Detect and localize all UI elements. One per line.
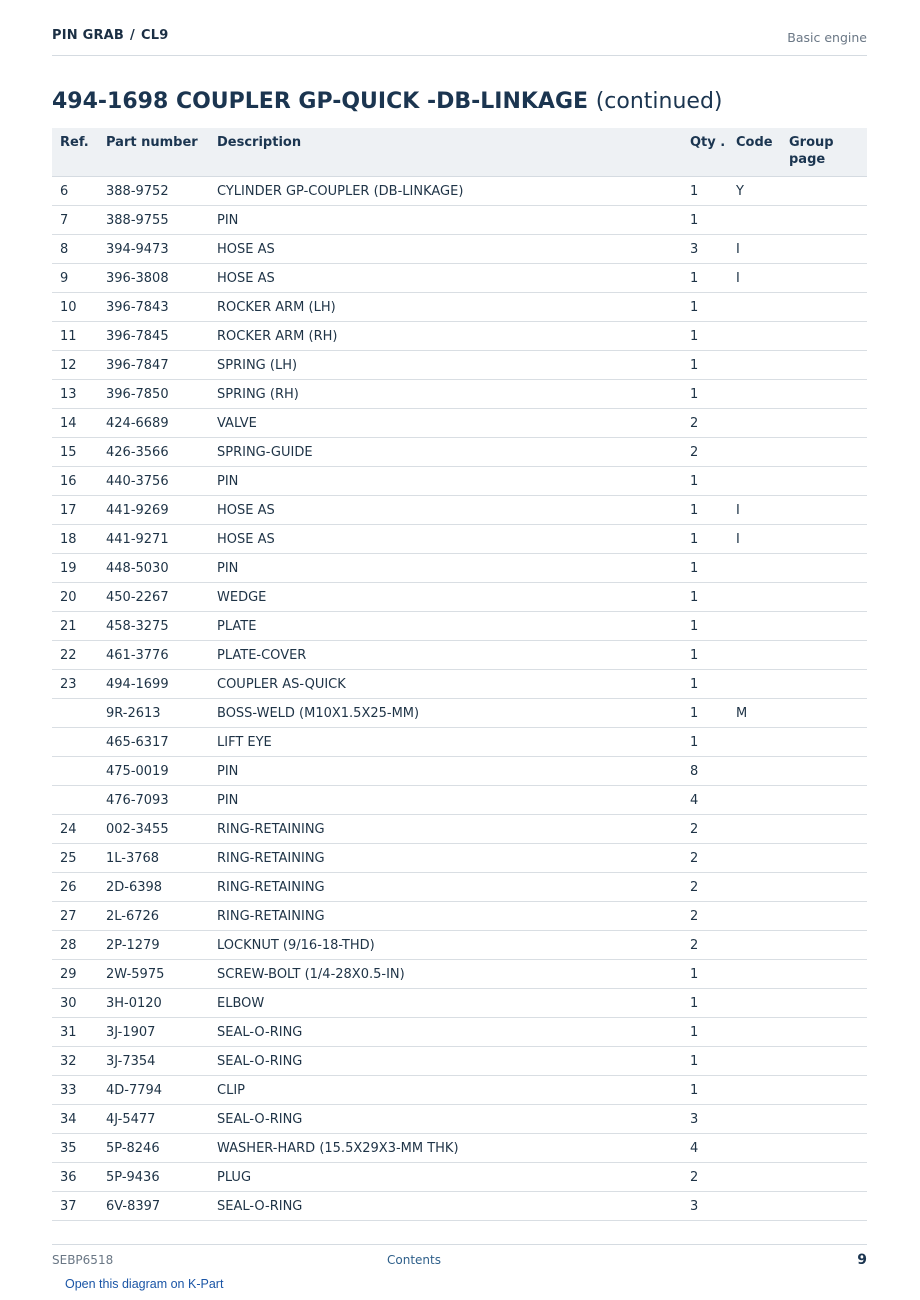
cell-ref: 36 <box>52 1163 98 1192</box>
table-row <box>52 1105 867 1134</box>
table-row <box>52 322 867 351</box>
cell-ref: 7 <box>52 206 98 235</box>
parts-table <box>52 128 867 1221</box>
cell-code: I <box>728 235 781 264</box>
cell-part-number: 394-9473 <box>98 235 209 264</box>
cell-code <box>728 1076 781 1105</box>
cell-code <box>728 641 781 670</box>
cell-ref: 6 <box>52 177 98 206</box>
table-row <box>52 177 867 206</box>
cell-qty: 1 <box>682 960 728 989</box>
table-row <box>52 699 867 728</box>
table-row <box>52 380 867 409</box>
cell-group-page <box>781 786 867 815</box>
cell-description: RING-RETAINING <box>209 844 682 873</box>
cell-qty: 8 <box>682 757 728 786</box>
cell-description: WASHER-HARD (15.5X29X3-MM THK) <box>209 1134 682 1163</box>
col-ref: Ref. <box>52 128 98 177</box>
table-row <box>52 931 867 960</box>
cell-code <box>728 873 781 902</box>
cell-ref: 13 <box>52 380 98 409</box>
cell-description: LOCKNUT (9/16-18-THD) <box>209 931 682 960</box>
cell-group-page <box>781 612 867 641</box>
table-row <box>52 612 867 641</box>
cell-ref: 32 <box>52 1047 98 1076</box>
cell-description: PIN <box>209 554 682 583</box>
cell-group-page <box>781 438 867 467</box>
kpart-diagram-link[interactable]: Open this diagram on K-Part <box>65 1277 224 1291</box>
cell-code <box>728 989 781 1018</box>
cell-description: WEDGE <box>209 583 682 612</box>
cell-part-number: 475-0019 <box>98 757 209 786</box>
cell-qty: 1 <box>682 177 728 206</box>
cell-qty: 1 <box>682 467 728 496</box>
cell-group-page <box>781 699 867 728</box>
cell-part-number: 458-3275 <box>98 612 209 641</box>
cell-part-number: 396-3808 <box>98 264 209 293</box>
cell-ref: 12 <box>52 351 98 380</box>
table-row <box>52 1076 867 1105</box>
cell-group-page <box>781 235 867 264</box>
cell-part-number: 448-5030 <box>98 554 209 583</box>
cell-code <box>728 844 781 873</box>
table-row <box>52 1192 867 1221</box>
cell-code <box>728 409 781 438</box>
cell-description: RING-RETAINING <box>209 815 682 844</box>
cell-qty: 1 <box>682 525 728 554</box>
cell-description: CYLINDER GP-COUPLER (DB-LINKAGE) <box>209 177 682 206</box>
col-description: Description <box>209 128 682 177</box>
cell-part-number: 3J-7354 <box>98 1047 209 1076</box>
cell-group-page <box>781 1076 867 1105</box>
cell-group-page <box>781 1018 867 1047</box>
table-header-row <box>52 128 867 177</box>
cell-code: Y <box>728 177 781 206</box>
cell-qty: 1 <box>682 496 728 525</box>
cell-group-page <box>781 1163 867 1192</box>
cell-part-number: 5P-9436 <box>98 1163 209 1192</box>
cell-group-page <box>781 554 867 583</box>
cell-qty: 1 <box>682 1076 728 1105</box>
cell-description: PIN <box>209 467 682 496</box>
cell-qty: 4 <box>682 786 728 815</box>
cell-part-number: 465-6317 <box>98 728 209 757</box>
section-label: Basic engine <box>787 30 867 45</box>
cell-ref: 27 <box>52 902 98 931</box>
cell-part-number: 9R-2613 <box>98 699 209 728</box>
table-row <box>52 844 867 873</box>
cell-part-number: 441-9269 <box>98 496 209 525</box>
table-row <box>52 583 867 612</box>
cell-qty: 3 <box>682 1192 728 1221</box>
cell-ref: 35 <box>52 1134 98 1163</box>
cell-qty: 2 <box>682 438 728 467</box>
cell-code <box>728 815 781 844</box>
cell-ref: 22 <box>52 641 98 670</box>
cell-ref: 14 <box>52 409 98 438</box>
cell-group-page <box>781 583 867 612</box>
cell-qty: 1 <box>682 699 728 728</box>
cell-ref: 24 <box>52 815 98 844</box>
breadcrumb-product: PIN GRAB <box>52 28 125 43</box>
cell-description: SEAL-O-RING <box>209 1192 682 1221</box>
cell-group-page <box>781 1134 867 1163</box>
col-qty: Qty . <box>682 128 728 177</box>
cell-qty: 1 <box>682 989 728 1018</box>
table-row <box>52 1047 867 1076</box>
cell-qty: 3 <box>682 1105 728 1134</box>
contents-link[interactable]: Contents <box>387 1253 441 1267</box>
cell-description: ELBOW <box>209 989 682 1018</box>
cell-code <box>728 1018 781 1047</box>
cell-part-number: 4D-7794 <box>98 1076 209 1105</box>
table-row <box>52 206 867 235</box>
cell-ref: 28 <box>52 931 98 960</box>
title-suffix: (continued) <box>595 89 723 114</box>
cell-description: HOSE AS <box>209 525 682 554</box>
cell-group-page <box>781 380 867 409</box>
cell-qty: 2 <box>682 873 728 902</box>
cell-part-number: 3H-0120 <box>98 989 209 1018</box>
table-body <box>52 177 867 1221</box>
cell-group-page <box>781 844 867 873</box>
cell-group-page <box>781 728 867 757</box>
page-title <box>52 89 723 114</box>
table-row <box>52 1018 867 1047</box>
cell-code <box>728 1047 781 1076</box>
cell-code <box>728 293 781 322</box>
cell-group-page <box>781 1105 867 1134</box>
cell-part-number: 450-2267 <box>98 583 209 612</box>
cell-qty: 1 <box>682 293 728 322</box>
cell-ref: 17 <box>52 496 98 525</box>
table-row <box>52 409 867 438</box>
cell-group-page <box>781 525 867 554</box>
cell-group-page <box>781 293 867 322</box>
cell-description: PLATE <box>209 612 682 641</box>
cell-part-number: 396-7847 <box>98 351 209 380</box>
cell-part-number: 5P-8246 <box>98 1134 209 1163</box>
cell-code <box>728 322 781 351</box>
cell-group-page <box>781 467 867 496</box>
cell-code <box>728 438 781 467</box>
cell-code <box>728 583 781 612</box>
cell-part-number: 388-9752 <box>98 177 209 206</box>
cell-qty: 2 <box>682 1163 728 1192</box>
cell-qty: 1 <box>682 728 728 757</box>
cell-group-page <box>781 351 867 380</box>
cell-code: I <box>728 525 781 554</box>
cell-code <box>728 670 781 699</box>
cell-part-number: 424-6689 <box>98 409 209 438</box>
cell-part-number: 3J-1907 <box>98 1018 209 1047</box>
cell-part-number: 2L-6726 <box>98 902 209 931</box>
cell-code <box>728 1105 781 1134</box>
cell-part-number: 2P-1279 <box>98 931 209 960</box>
table-row <box>52 728 867 757</box>
cell-description: PIN <box>209 786 682 815</box>
table-row <box>52 525 867 554</box>
cell-ref <box>52 728 98 757</box>
cell-part-number: 002-3455 <box>98 815 209 844</box>
breadcrumb-separator: / <box>130 28 135 43</box>
cell-code <box>728 467 781 496</box>
cell-qty: 2 <box>682 931 728 960</box>
table-row <box>52 264 867 293</box>
document-code: SEBP6518 <box>52 1253 114 1267</box>
page-header <box>52 28 867 56</box>
cell-code <box>728 960 781 989</box>
cell-ref <box>52 699 98 728</box>
cell-code: I <box>728 264 781 293</box>
table-header <box>52 128 867 177</box>
cell-ref: 31 <box>52 1018 98 1047</box>
table-row <box>52 351 867 380</box>
cell-description: HOSE AS <box>209 496 682 525</box>
cell-group-page <box>781 960 867 989</box>
cell-description: PIN <box>209 757 682 786</box>
table-row <box>52 670 867 699</box>
cell-qty: 1 <box>682 670 728 699</box>
cell-group-page <box>781 641 867 670</box>
cell-qty: 1 <box>682 1018 728 1047</box>
cell-description: CLIP <box>209 1076 682 1105</box>
table-row <box>52 989 867 1018</box>
table-row <box>52 1134 867 1163</box>
cell-description: COUPLER AS-QUICK <box>209 670 682 699</box>
cell-ref: 19 <box>52 554 98 583</box>
cell-description: SPRING (LH) <box>209 351 682 380</box>
cell-group-page <box>781 409 867 438</box>
cell-group-page <box>781 322 867 351</box>
cell-qty: 2 <box>682 815 728 844</box>
cell-ref: 9 <box>52 264 98 293</box>
cell-ref: 20 <box>52 583 98 612</box>
cell-qty: 1 <box>682 351 728 380</box>
table-row <box>52 960 867 989</box>
cell-ref: 29 <box>52 960 98 989</box>
cell-description: BOSS-WELD (M10X1.5X25-MM) <box>209 699 682 728</box>
cell-ref: 10 <box>52 293 98 322</box>
cell-part-number: 440-3756 <box>98 467 209 496</box>
cell-description: SEAL-O-RING <box>209 1018 682 1047</box>
cell-qty: 1 <box>682 641 728 670</box>
cell-qty: 2 <box>682 902 728 931</box>
title-main: 494-1698 COUPLER GP-QUICK -DB-LINKAGE <box>52 89 589 114</box>
cell-group-page <box>781 496 867 525</box>
cell-qty: 2 <box>682 409 728 438</box>
cell-qty: 1 <box>682 264 728 293</box>
cell-ref: 21 <box>52 612 98 641</box>
cell-description: SPRING-GUIDE <box>209 438 682 467</box>
cell-ref: 34 <box>52 1105 98 1134</box>
cell-qty: 3 <box>682 235 728 264</box>
col-code: Code <box>728 128 781 177</box>
table-row <box>52 815 867 844</box>
cell-ref: 18 <box>52 525 98 554</box>
cell-group-page <box>781 902 867 931</box>
cell-description: ROCKER ARM (LH) <box>209 293 682 322</box>
breadcrumb-model: CL9 <box>140 28 169 43</box>
cell-code <box>728 931 781 960</box>
table-row <box>52 293 867 322</box>
cell-code <box>728 786 781 815</box>
cell-group-page <box>781 815 867 844</box>
cell-code <box>728 728 781 757</box>
table-row <box>52 438 867 467</box>
cell-qty: 2 <box>682 844 728 873</box>
table-row <box>52 467 867 496</box>
cell-code: M <box>728 699 781 728</box>
cell-part-number: 6V-8397 <box>98 1192 209 1221</box>
cell-qty: 4 <box>682 1134 728 1163</box>
cell-qty: 1 <box>682 583 728 612</box>
footer-divider <box>52 1244 867 1245</box>
cell-group-page <box>781 1192 867 1221</box>
cell-part-number: 426-3566 <box>98 438 209 467</box>
cell-code: I <box>728 496 781 525</box>
cell-description: SCREW-BOLT (1/4-28X0.5-IN) <box>209 960 682 989</box>
table-row <box>52 641 867 670</box>
col-group-page: Group page <box>781 128 867 177</box>
cell-part-number: 476-7093 <box>98 786 209 815</box>
cell-group-page <box>781 873 867 902</box>
cell-part-number: 396-7843 <box>98 293 209 322</box>
cell-group-page <box>781 1047 867 1076</box>
cell-part-number: 396-7845 <box>98 322 209 351</box>
cell-group-page <box>781 989 867 1018</box>
table-row <box>52 757 867 786</box>
cell-part-number: 388-9755 <box>98 206 209 235</box>
cell-description: SPRING (RH) <box>209 380 682 409</box>
cell-description: HOSE AS <box>209 264 682 293</box>
cell-group-page <box>781 931 867 960</box>
cell-code <box>728 206 781 235</box>
cell-qty: 1 <box>682 1047 728 1076</box>
cell-ref: 8 <box>52 235 98 264</box>
cell-group-page <box>781 177 867 206</box>
cell-description: VALVE <box>209 409 682 438</box>
cell-code <box>728 612 781 641</box>
cell-ref: 15 <box>52 438 98 467</box>
cell-qty: 1 <box>682 206 728 235</box>
cell-description: RING-RETAINING <box>209 873 682 902</box>
cell-code <box>728 1163 781 1192</box>
cell-part-number: 2D-6398 <box>98 873 209 902</box>
cell-description: SEAL-O-RING <box>209 1105 682 1134</box>
cell-ref: 33 <box>52 1076 98 1105</box>
cell-description: ROCKER ARM (RH) <box>209 322 682 351</box>
table-row <box>52 1163 867 1192</box>
cell-qty: 1 <box>682 554 728 583</box>
table-row <box>52 496 867 525</box>
cell-code <box>728 554 781 583</box>
cell-group-page <box>781 206 867 235</box>
cell-ref: 16 <box>52 467 98 496</box>
cell-qty: 1 <box>682 380 728 409</box>
cell-description: PLUG <box>209 1163 682 1192</box>
cell-description: PLATE-COVER <box>209 641 682 670</box>
page-number: 9 <box>857 1252 867 1268</box>
cell-code <box>728 1192 781 1221</box>
cell-code <box>728 351 781 380</box>
cell-ref: 26 <box>52 873 98 902</box>
cell-group-page <box>781 757 867 786</box>
cell-ref: 23 <box>52 670 98 699</box>
cell-ref: 30 <box>52 989 98 1018</box>
cell-group-page <box>781 264 867 293</box>
cell-ref: 11 <box>52 322 98 351</box>
cell-ref: 25 <box>52 844 98 873</box>
cell-group-page <box>781 670 867 699</box>
table-row <box>52 554 867 583</box>
cell-code <box>728 902 781 931</box>
cell-description: RING-RETAINING <box>209 902 682 931</box>
col-part-number: Part number <box>98 128 209 177</box>
table-row <box>52 873 867 902</box>
cell-part-number: 2W-5975 <box>98 960 209 989</box>
cell-ref: 37 <box>52 1192 98 1221</box>
cell-description: PIN <box>209 206 682 235</box>
cell-ref <box>52 786 98 815</box>
cell-qty: 1 <box>682 322 728 351</box>
table-row <box>52 235 867 264</box>
cell-description: LIFT EYE <box>209 728 682 757</box>
cell-part-number: 4J-5477 <box>98 1105 209 1134</box>
cell-part-number: 494-1699 <box>98 670 209 699</box>
cell-part-number: 1L-3768 <box>98 844 209 873</box>
cell-description: SEAL-O-RING <box>209 1047 682 1076</box>
cell-part-number: 396-7850 <box>98 380 209 409</box>
cell-part-number: 441-9271 <box>98 525 209 554</box>
table-row <box>52 786 867 815</box>
cell-code <box>728 380 781 409</box>
cell-qty: 1 <box>682 612 728 641</box>
cell-ref <box>52 757 98 786</box>
cell-part-number: 461-3776 <box>98 641 209 670</box>
cell-description: HOSE AS <box>209 235 682 264</box>
cell-code <box>728 1134 781 1163</box>
breadcrumb <box>52 28 168 43</box>
table-row <box>52 902 867 931</box>
cell-code <box>728 757 781 786</box>
